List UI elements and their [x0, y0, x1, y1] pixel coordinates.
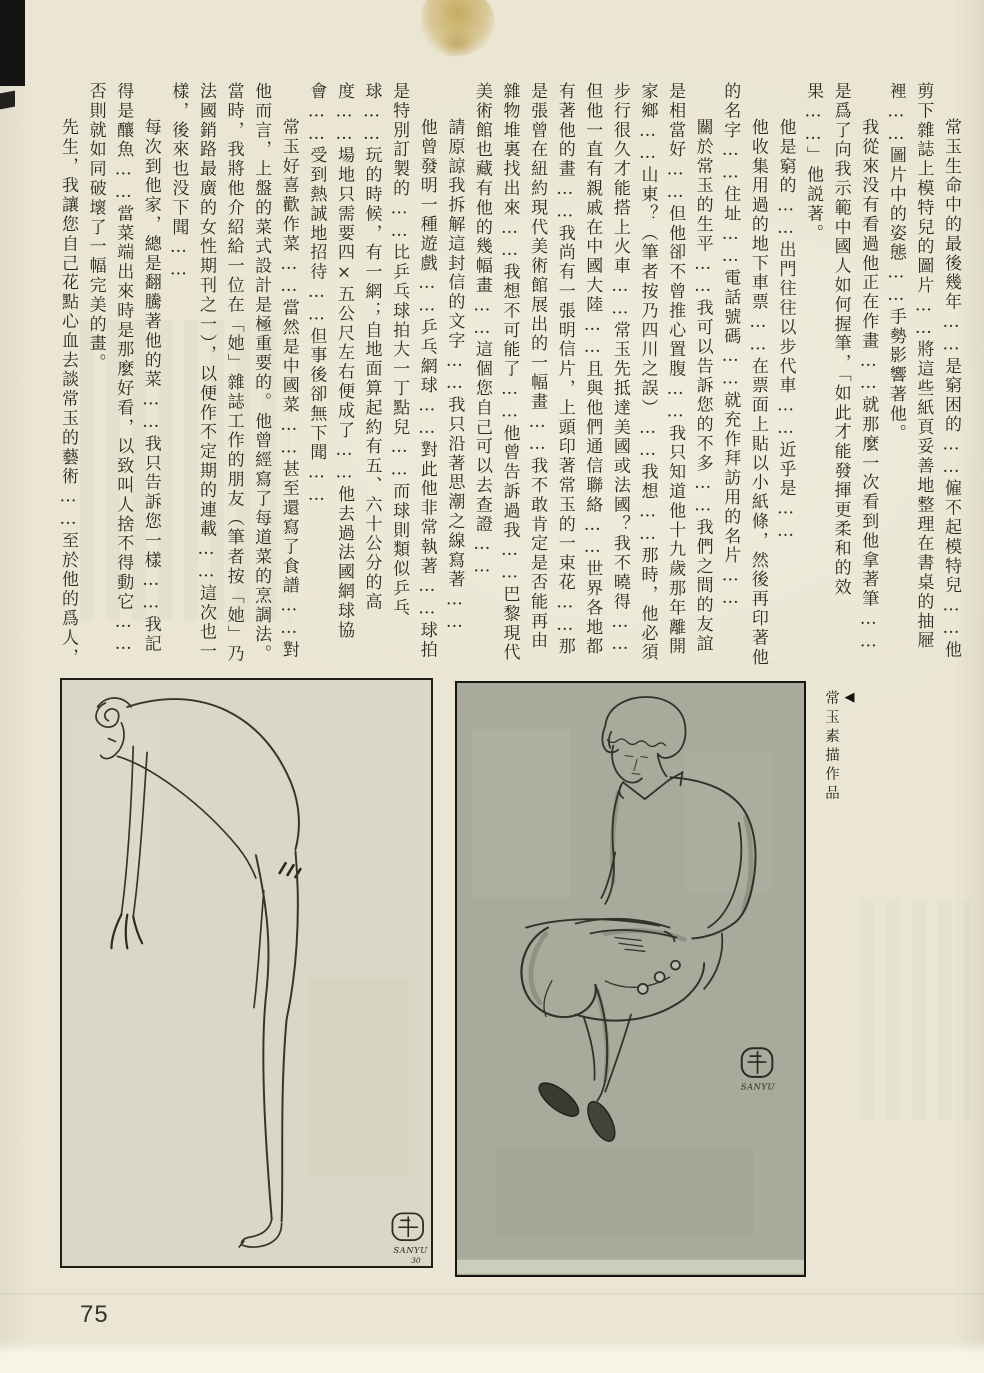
left-signature-text: SANYU [393, 1244, 428, 1255]
paragraph: 先生，我讓您自己花點心血去談常玉的藝術……至於他的爲人， [58, 117, 78, 667]
reverse-page-ghosting [860, 900, 970, 1120]
paragraph: 常玉生命中的最後幾年……是窮困的……僱不起模特兒……他剪下雜誌上模特兒的圖片……將這些紙頁妥善地整理在書桌的抽屜裡……圖片中的姿態……手勢影響著他。 [885, 82, 961, 660]
paragraph: 我從來没有看過他正在作畫……就那麼一次看到他拿著筆……是爲了向我示範中國人如何握筆，「如此才能發揮更柔和的效果……」他説著。 [803, 82, 879, 654]
right-signature-text: SANYU [740, 1081, 775, 1092]
paragraph: 關於常玉的生平……我可以告訴您的不多……我們之間的友誼是相當好……但他卻不曾推心置腹……我只知道他十九歲那年離開家鄉……山東？（筆者按乃四川之誤）……我想……那時，他必須步行很久才能搭上火車……常玉先抵達美國或法國？我不曉得……但他一直有親戚在中國大陸……且與他們通信聯絡……世界各地都有著他的畫……我尚有一張明信片，上頭印著常玉的一束花……那是張曾在紐約現代美術館展出的一幅畫……我不敢肯定是否能再由雜物堆裏找出來……我想不可能了……他曾告訴過我……巴黎現代美術館也藏有他的幾幅畫……這個您自己可以去查證…… [471, 82, 713, 663]
right-drawing-figure [455, 681, 806, 1277]
left-signature-year: 30 [411, 1255, 421, 1265]
paragraph: 他是窮的……出門往往以步代車……近乎是…… [775, 117, 796, 544]
page-bottom-edge [0, 1341, 984, 1373]
figure-caption [823, 690, 857, 804]
left-drawing-figure [60, 678, 433, 1268]
paragraph: 常玉好喜歡作菜……當然是中國菜……甚至還寫了食譜……對他而言，上盤的菜式設計是極重要的。他曾經寫了每道菜的烹調法。當時，我將他介紹給一位在「她」雜誌工作的朋友（筆者按「她」乃法國銷路最廣的女性期刊之一），以便作不定期的連載……這次也一樣，後來也没下聞…… [168, 82, 299, 664]
left-signature-seal [392, 1213, 423, 1240]
right-signature-seal [742, 1048, 773, 1077]
paragraph: 他曾發明一種遊戲……乒乓網球……對此他非常執著……球拍是特別訂製的……比乒乓球拍大一丁點兒……而球則類似乒乓球……玩的時候，有一網；自地面算起約有五、六十公分的高度……場地只需要四×五公尺左右便成了……他去過法國網球協會……受到熱誠地招待……但事後卻無下聞…… [306, 82, 437, 660]
paragraph: 請原諒我拆解這封信的文字……我只沿著思潮之線寫著…… [444, 117, 465, 635]
caption-left-triangle-icon: ◀ [842, 690, 857, 705]
paragraph: 他收集用過的地下車票……在票面上貼以小紙條，然後再印著他的名字……住址……電話號碼……就充作拜訪用的名片…… [720, 82, 768, 667]
paper-crease [0, 1293, 984, 1295]
scan-corner-black-bar [0, 0, 25, 86]
paper-stain-inner [437, 28, 477, 58]
seated-woman-sketch-image [457, 683, 804, 1275]
page-number: 75 [80, 1301, 109, 1328]
paragraph: 每次到他家，總是翻騰著他的菜……我只告訴您一樣……我記得是釀魚……當菜端出來時是那麼好看，以致叫人捨不得動它……否則就如同破壞了一幅完美的畫。 [85, 82, 161, 657]
figure-caption-label: 常玉素描作品 [823, 690, 839, 804]
article-vertical-text [48, 62, 964, 668]
nude-sketch-image [62, 680, 431, 1266]
scan-edge-mark [0, 91, 15, 110]
